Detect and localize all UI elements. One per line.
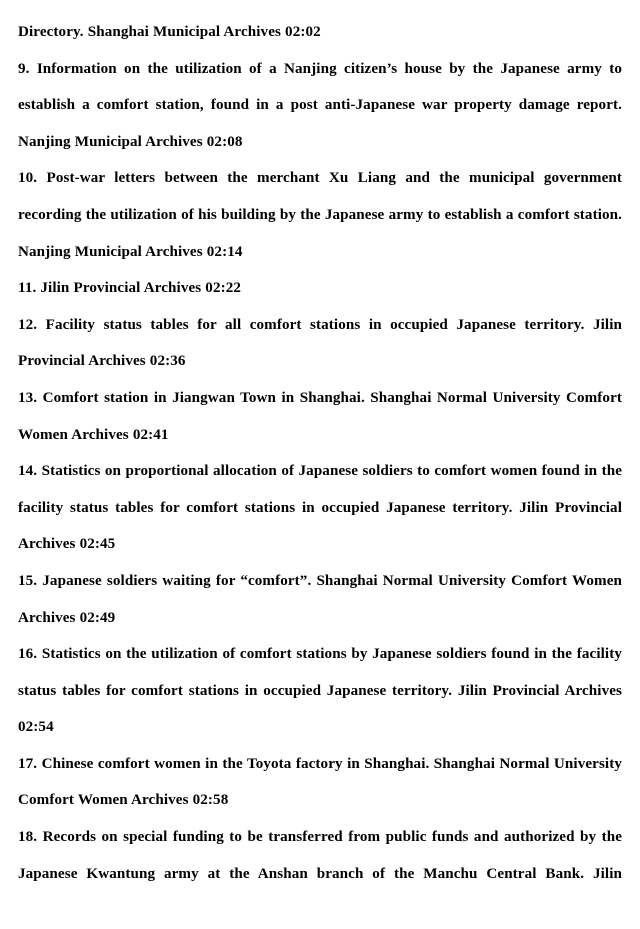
paragraph-directory: Directory. Shanghai Municipal Archives 02:02 [18,24,321,40]
paragraph-item-15: 15. Japanese soldiers waiting for “comfort”. Shanghai Normal University Comfort Women Archives 02:49 [18,572,622,626]
paragraph-item-11: 11. Jilin Provincial Archives 02:22 [18,280,242,297]
paragraph-item-9: 9. Information on the utilization of a Nanjing citizen’s house by the Japanese army to establish a comfort station, found in a post anti-Japanese war property damage report. Nanjing Municipal Archives 02:08 [18,60,622,150]
paragraph-item-12: 12. Facility status tables for all comfort stations in occupied Japanese territory. Jilin Provincial Archives 02:36 [18,316,622,370]
paragraph-item-14: 14. Statistics on proportional allocation of Japanese soldiers to comfort women found in the facility status tables for comfort stations in occupied Japanese territory. Jilin Provincial Archives 02:45 [18,463,622,553]
paragraph-item-13: 13. Comfort station in Jiangwan Town in Shanghai. Shanghai Normal University Comfort Women Archives 02:41 [18,389,622,443]
paragraph-item-16: 16. Statistics on the utilization of comfort stations by Japanese soldiers found in the facility status tables for comfort stations in occupied Japanese territory. Jilin Provincial Archives 02:54 [18,646,622,736]
paragraph-item-17: 17. Chinese comfort women in the Toyota factory in Shanghai. Shanghai Normal University Comfort Women Archives 02:58 [18,755,622,809]
paragraph-item-18: 18. Records on special funding to be transferred from public funds and authorized by the Japanese Kwantung army at the Anshan branch of the Manchu Central Bank. Jilin [18,829,622,882]
paragraph-item-10: 10. Post-war letters between the merchant Xu Liang and the municipal government recording the utilization of his building by the Japanese army to establish a comfort station. Nanjing Municipal Archives 02:14 [18,170,622,260]
